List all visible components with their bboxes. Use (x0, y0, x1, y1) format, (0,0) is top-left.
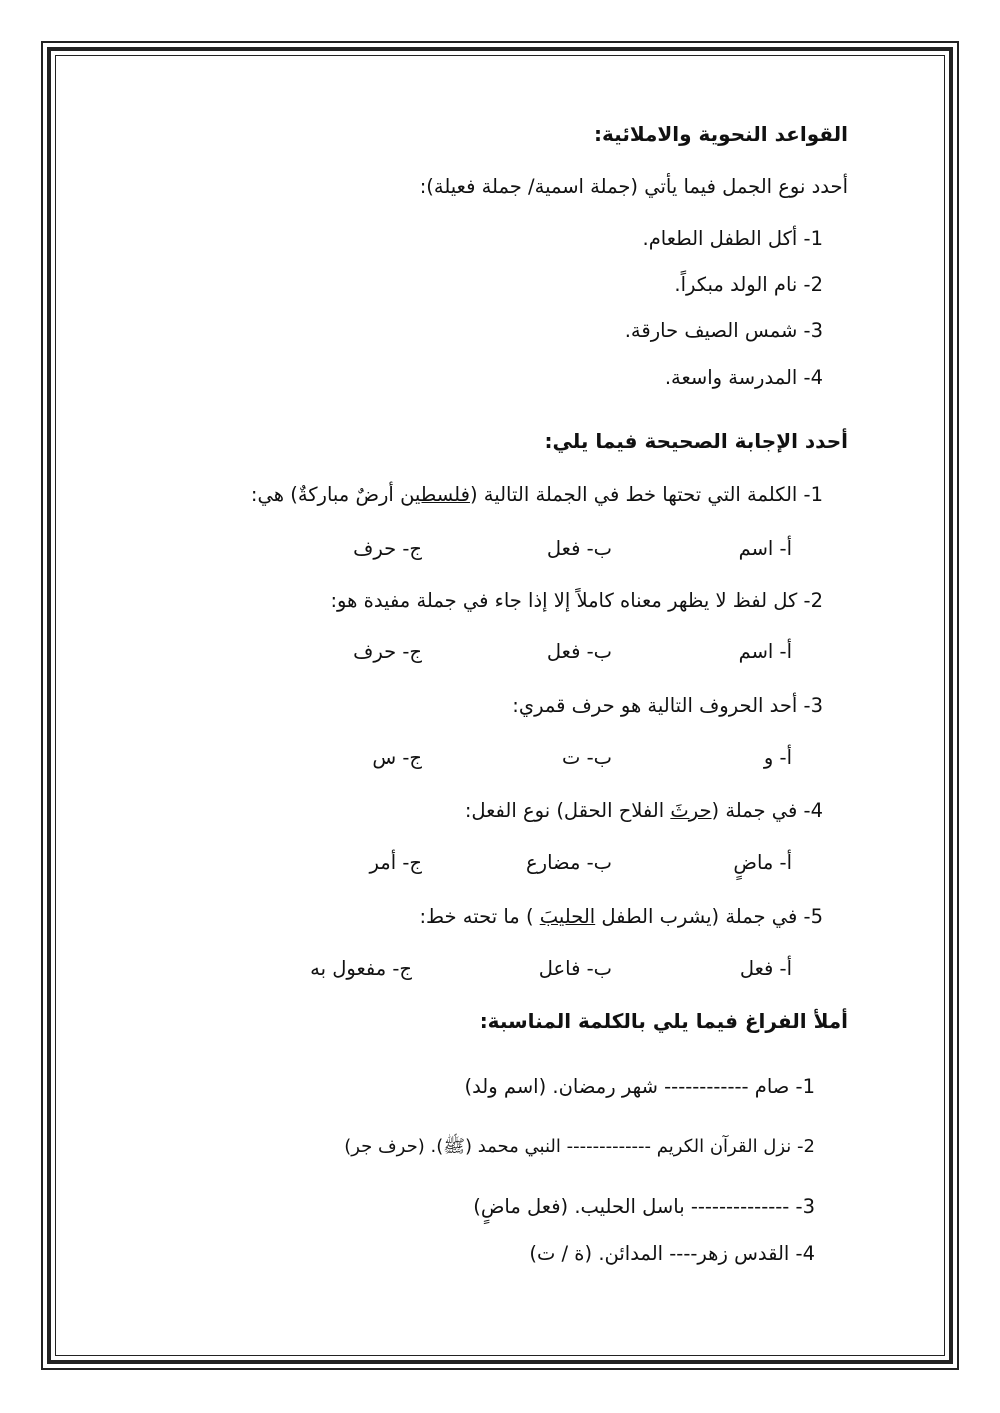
question-2-option-a: أ- اسم (738, 640, 792, 663)
question-4-option-c: ج- أمر (369, 851, 422, 874)
question-5-option-c: ج- مفعول به (310, 957, 412, 980)
question-3-option-c: ج- س (372, 746, 422, 769)
section1-item-2: 2- نام الولد مبكراً. (674, 273, 823, 296)
section1-item-1: 1- أكل الطفل الطعام. (642, 227, 823, 250)
section1-item-3: 3- شمس الصيف حارقة. (624, 319, 823, 342)
question-5-underlined-word: الحليبَ (539, 905, 596, 928)
question-4-option-a: أ- ماضٍ (733, 851, 792, 874)
question-2: 2- كل لفظ لا يظهر معناه كاملاً إلا إذا جاء في جملة مفيدة هو: (330, 589, 823, 612)
question-5-option-b: ب- فاعل (538, 957, 612, 980)
question-4-pre: 4- في جملة ( (711, 799, 823, 822)
question-4-post: الفلاح الحقل) نوع الفعل: (464, 799, 671, 822)
question-5 (419, 903, 823, 931)
fill-blank-2: 2- نزل القرآن الكريم ------------- النبي محمد (ﷺ). (حرف جر) (344, 1136, 815, 1157)
section3-heading: أملأ الفراغ فيما يلي بالكلمة المناسبة: (479, 1009, 848, 1033)
question-5-pre: 5- في جملة (يشرب الطفل (595, 905, 823, 928)
question-5-post: ) ما تحته خط: (419, 905, 540, 928)
question-1-option-b: ب- فعل (546, 537, 612, 560)
question-3-option-a: أ- و (763, 746, 792, 769)
section1-heading: القواعد النحوية والاملائية: (594, 122, 848, 146)
section1-instruction: أحدد نوع الجمل فيما يأتي (جملة اسمية/ جملة فعيلة): (419, 175, 848, 198)
question-1-underlined-word: فلسطين (400, 483, 470, 506)
question-4-option-b: ب- مضارع (526, 851, 612, 874)
question-1-pre: 1- الكلمة التي تحتها خط في الجملة التالية ( (469, 483, 823, 506)
question-2-option-b: ب- فعل (546, 640, 612, 663)
question-5-option-a: أ- فعل (739, 957, 792, 980)
question-1 (251, 481, 823, 509)
question-3: 3- أحد الحروف التالية هو حرف قمري: (512, 694, 823, 717)
question-4-underlined-word: حرثَ (670, 799, 712, 822)
fill-blank-1: 1- صام ------------ شهر رمضان. (اسم ولد) (464, 1075, 815, 1098)
question-2-option-c: ج- حرف (353, 640, 422, 663)
section1-item-4: 4- المدرسة واسعة. (664, 366, 823, 389)
question-3-option-b: ب- ت (562, 746, 612, 769)
question-1-post: أرضٌ مباركةٌ) هي: (250, 483, 401, 506)
question-1-option-c: ج- حرف (353, 537, 422, 560)
question-4 (465, 797, 823, 825)
fill-blank-3: 3- -------------- باسل الحليب. (فعل ماضٍ) (473, 1195, 815, 1218)
section2-heading: أحدد الإجابة الصحيحة فيما يلي: (544, 429, 848, 453)
fill-blank-4: 4- القدس زهر---- المدائن. (ة / ت) (529, 1242, 815, 1265)
question-1-option-a: أ- اسم (738, 537, 792, 560)
